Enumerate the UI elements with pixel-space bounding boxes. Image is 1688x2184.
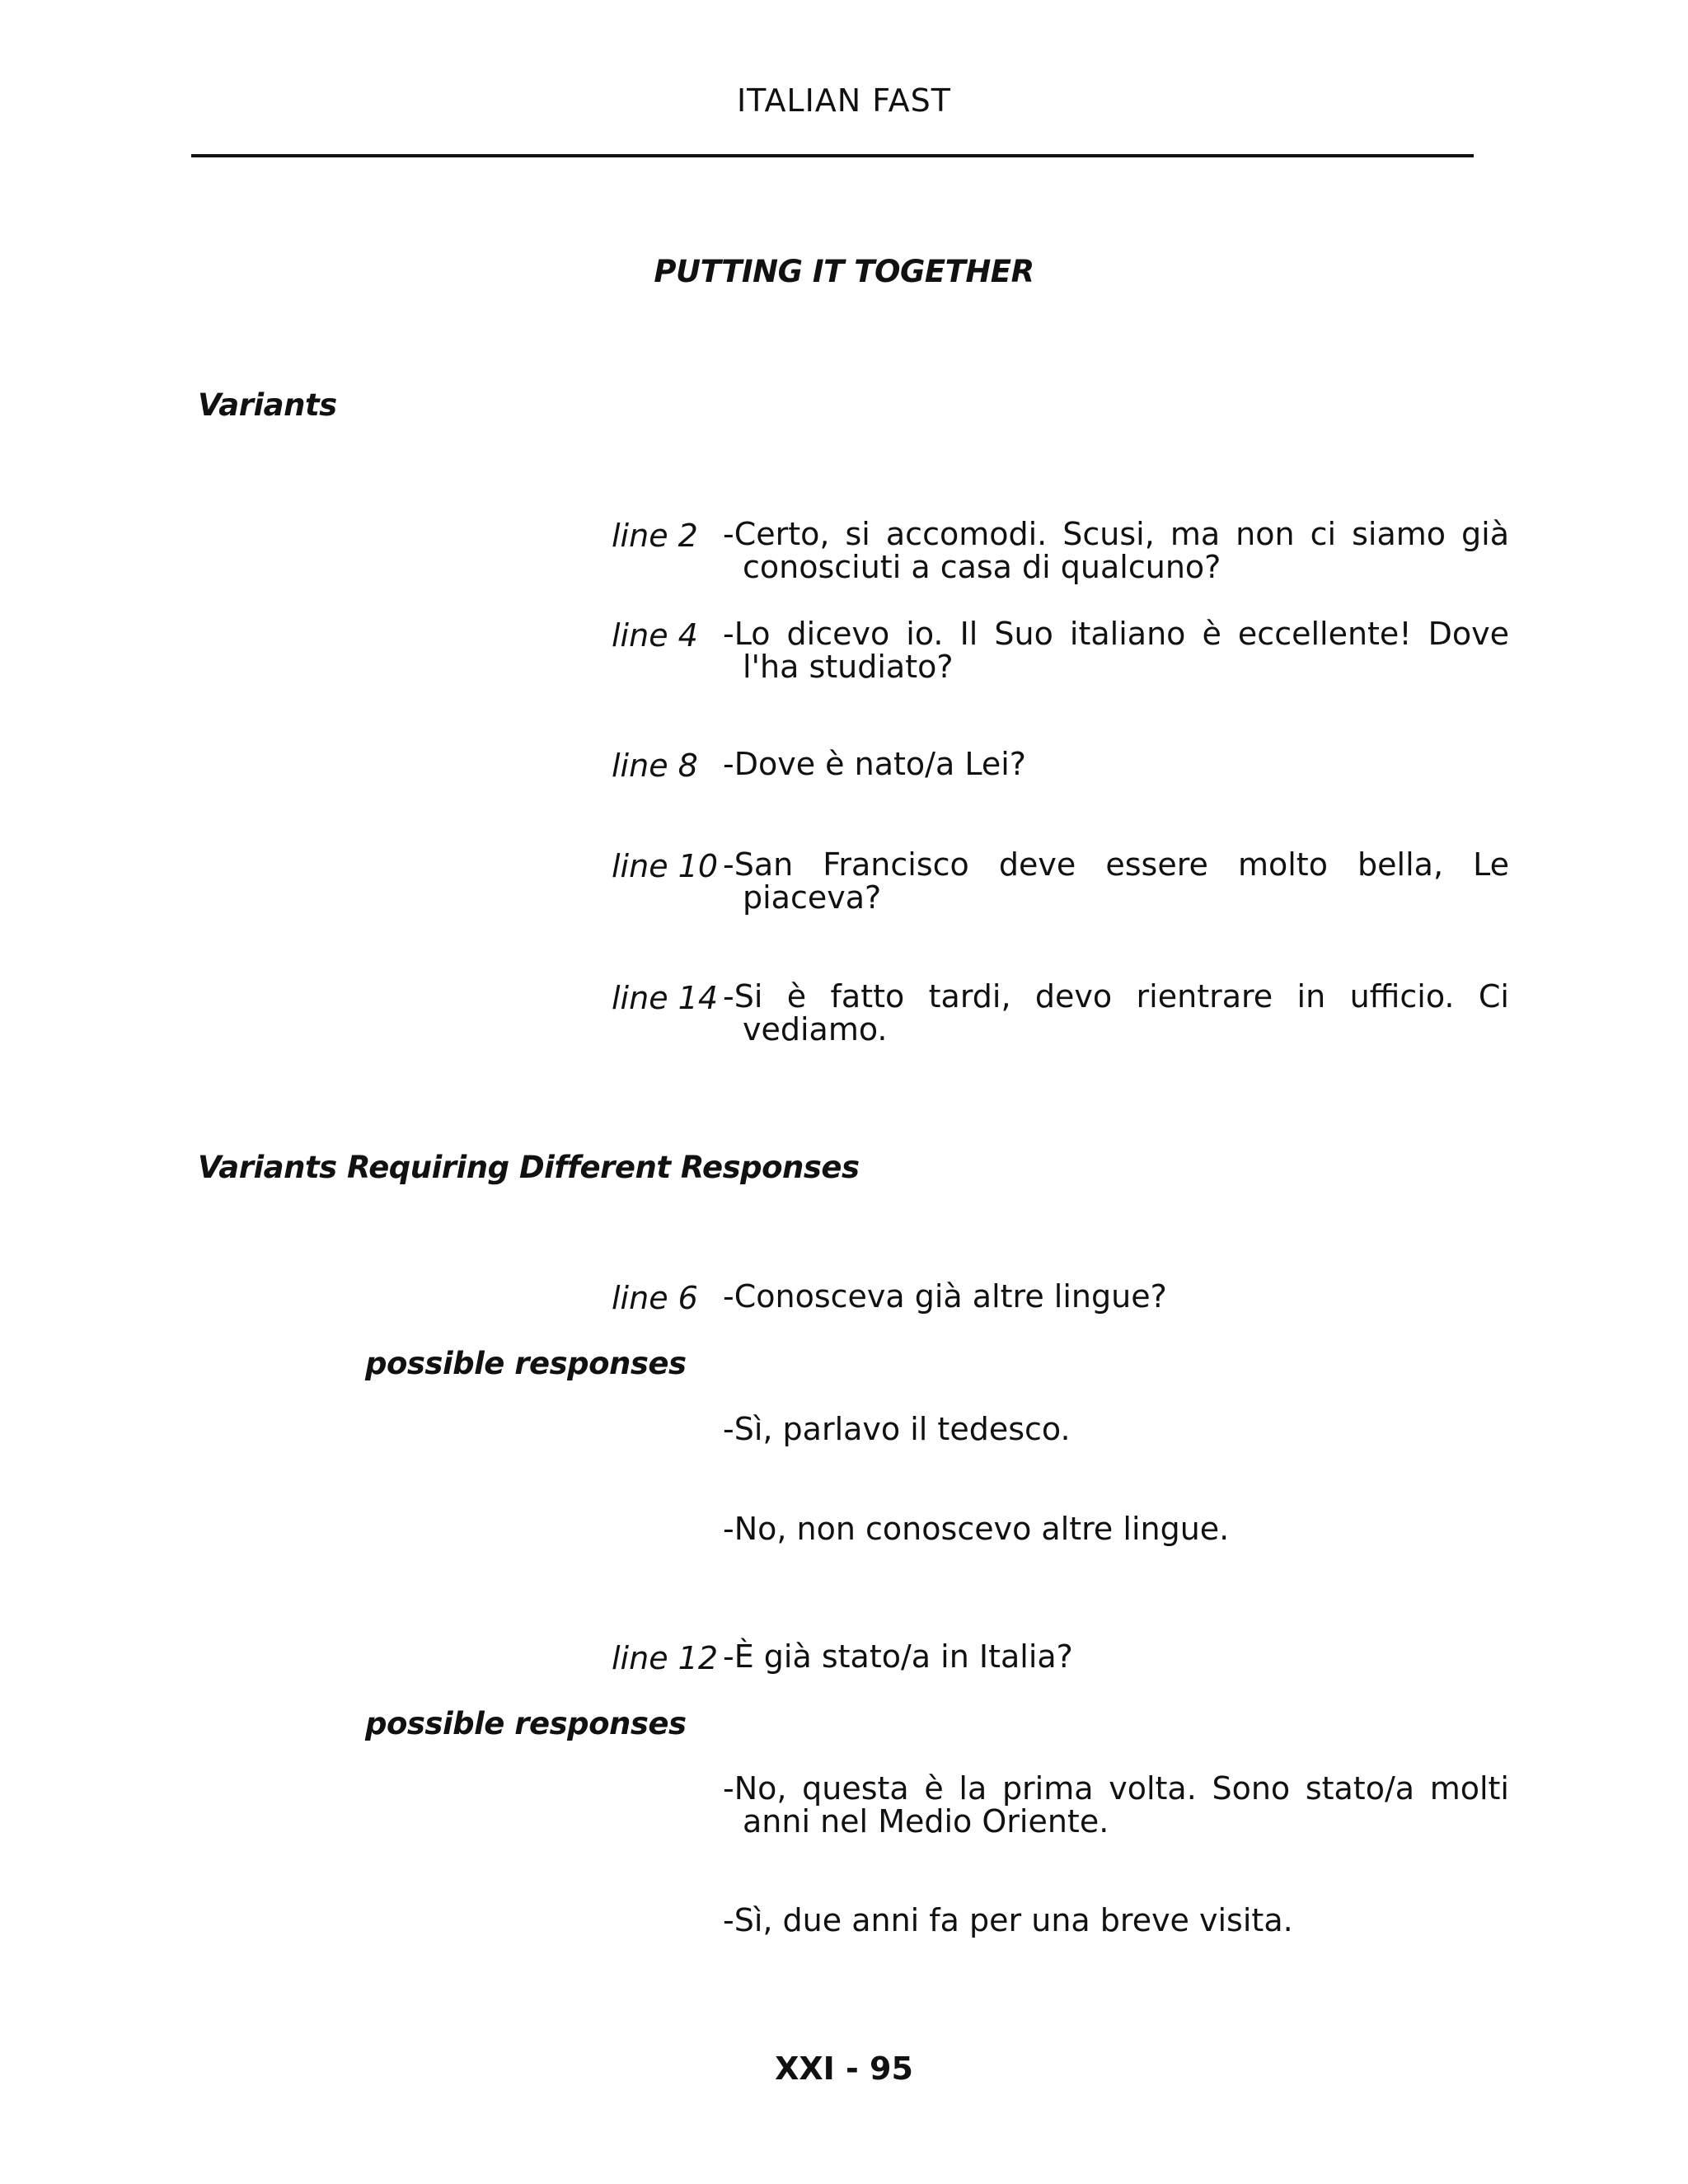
line-label: line 14 bbox=[612, 980, 719, 1016]
variant-line-text: -San Francisco deve essere molto bella, Le piaceva? bbox=[723, 846, 1509, 916]
line-label: line 6 bbox=[612, 1280, 698, 1316]
response-text: -Sì, parlavo il tedesco. bbox=[723, 1411, 1071, 1447]
line-label: line 2 bbox=[612, 518, 698, 554]
section-title: PUTTING IT TOGETHER bbox=[654, 254, 1034, 289]
page-header: ITALIAN FAST bbox=[736, 82, 952, 119]
possible-responses-label: possible responses bbox=[365, 1346, 687, 1381]
line-label: line 4 bbox=[612, 617, 698, 654]
page-number: XXI - 95 bbox=[775, 2050, 913, 2087]
variants-heading: Variants bbox=[198, 387, 337, 423]
variant-line-text: -Dove è nato/a Lei? bbox=[723, 746, 1026, 782]
variant-line-text: -Conosceva già altre lingue? bbox=[723, 1278, 1167, 1315]
variant-line-text: -È già stato/a in Italia? bbox=[723, 1638, 1073, 1675]
response-text: -No, non conoscevo altre lingue. bbox=[723, 1511, 1230, 1547]
variant-line-text: -Lo dicevo io. Il Suo italiano è eccellente! Dove l'ha studiato? bbox=[723, 616, 1509, 685]
variants-requiring-heading: Variants Requiring Different Responses bbox=[198, 1150, 860, 1185]
response-text: -No, questa è la prima volta. Sono stato/a molti anni nel Medio Oriente. bbox=[723, 1770, 1509, 1840]
line-label: line 10 bbox=[612, 848, 719, 884]
variant-line-text: -Si è fatto tardi, devo rientrare in ufficio. Ci vediamo. bbox=[723, 978, 1509, 1047]
possible-responses-label: possible responses bbox=[365, 1706, 687, 1741]
response-text: -Sì, due anni fa per una breve visita. bbox=[723, 1902, 1293, 1938]
header-divider bbox=[191, 154, 1474, 157]
line-label: line 8 bbox=[612, 748, 698, 784]
line-label: line 12 bbox=[612, 1640, 719, 1676]
variant-line-text: -Certo, si accomodi. Scusi, ma non ci siamo già conosciuti a casa di qualcuno? bbox=[723, 516, 1509, 585]
